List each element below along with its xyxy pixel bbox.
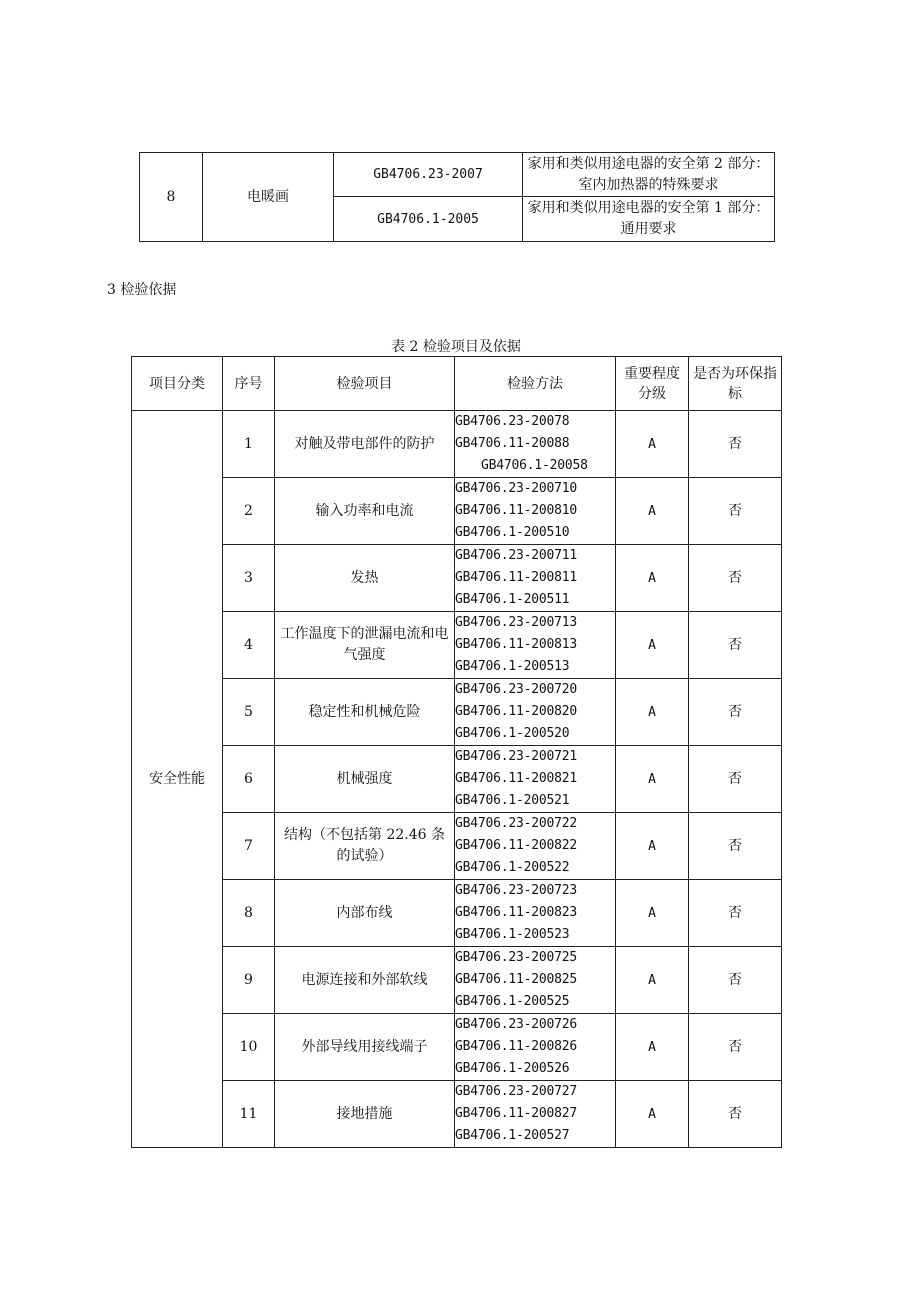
importance-grade: A — [616, 947, 689, 1014]
method-cell — [455, 612, 616, 679]
row-number: 9 — [223, 947, 275, 1014]
importance-grade: A — [616, 1014, 689, 1081]
method-standard: GB4706.1-200525 — [455, 994, 570, 1009]
method-standard: GB4706.1-20058 — [481, 458, 588, 473]
method-standard: GB4706.1-200520 — [455, 726, 570, 741]
method-standard: GB4706.11-200825 — [455, 972, 578, 987]
inspection-item: 对触及带电部件的防护 — [275, 411, 455, 478]
importance-grade: A — [616, 813, 689, 880]
method-cell — [455, 813, 616, 880]
row-number: 10 — [223, 1014, 275, 1081]
importance-grade: A — [616, 411, 689, 478]
inspection-item: 稳定性和机械危险 — [275, 679, 455, 746]
header-env: 是否为环保指标 — [689, 357, 782, 411]
standard-title: 家用和类似用途电器的安全第 2 部分：室内加热器的特殊要求 — [523, 153, 775, 197]
table-row — [140, 153, 775, 197]
table-row — [132, 746, 782, 813]
method-standard: GB4706.23-20078 — [455, 414, 570, 429]
method-standard: GB4706.1-200523 — [455, 927, 570, 942]
importance-grade: A — [616, 679, 689, 746]
method-standard: GB4706.1-200510 — [455, 525, 570, 540]
method-cell — [455, 746, 616, 813]
env-indicator: 否 — [689, 947, 782, 1014]
method-cell — [455, 478, 616, 545]
env-indicator: 否 — [689, 545, 782, 612]
table-row — [132, 947, 782, 1014]
row-number: 11 — [223, 1081, 275, 1148]
row-number: 7 — [223, 813, 275, 880]
importance-grade: A — [616, 612, 689, 679]
table-caption: 表 2 检验项目及依据 — [391, 339, 521, 355]
env-indicator: 否 — [689, 880, 782, 947]
method-cell — [455, 411, 616, 478]
row-number: 6 — [223, 746, 275, 813]
method-standard: GB4706.23-200721 — [455, 749, 578, 764]
method-standard: GB4706.1-200513 — [455, 659, 570, 674]
table-header-row — [132, 357, 782, 411]
importance-grade: A — [616, 880, 689, 947]
method-standard: GB4706.23-200720 — [455, 682, 578, 697]
method-standard: GB4706.11-200827 — [455, 1106, 578, 1121]
method-standard: GB4706.11-20088 — [455, 436, 570, 451]
table-row — [132, 813, 782, 880]
method-standard: GB4706.23-200711 — [455, 548, 578, 563]
standard-code: GB4706.1-2005 — [334, 197, 523, 242]
standards-table-continued — [139, 152, 775, 242]
method-standard: GB4706.23-200722 — [455, 816, 578, 831]
standard-code: GB4706.23-2007 — [334, 153, 523, 197]
inspection-item: 机械强度 — [275, 746, 455, 813]
method-cell — [455, 1081, 616, 1148]
importance-grade: A — [616, 1081, 689, 1148]
section-heading: 3 检验依据 — [107, 282, 177, 298]
method-cell — [455, 1014, 616, 1081]
table-row — [132, 478, 782, 545]
row-number: 5 — [223, 679, 275, 746]
method-standard: GB4706.11-200820 — [455, 704, 578, 719]
table-row — [132, 411, 782, 478]
env-indicator: 否 — [689, 1014, 782, 1081]
method-standard: GB4706.23-200713 — [455, 615, 578, 630]
product-name: 电暖画 — [203, 153, 334, 242]
method-standard: GB4706.23-200727 — [455, 1084, 578, 1099]
method-standard: GB4706.11-200813 — [455, 637, 578, 652]
method-standard: GB4706.23-200723 — [455, 883, 578, 898]
method-standard: GB4706.23-200726 — [455, 1017, 578, 1032]
inspection-item: 内部布线 — [275, 880, 455, 947]
table-row — [132, 1014, 782, 1081]
env-indicator: 否 — [689, 478, 782, 545]
method-standard: GB4706.23-200710 — [455, 481, 578, 496]
inspection-item: 发热 — [275, 545, 455, 612]
header-item: 检验项目 — [275, 357, 455, 411]
method-standard: GB4706.23-200725 — [455, 950, 578, 965]
inspection-item: 外部导线用接线端子 — [275, 1014, 455, 1081]
env-indicator: 否 — [689, 813, 782, 880]
row-number: 2 — [223, 478, 275, 545]
header-number: 序号 — [223, 357, 275, 411]
inspection-item: 输入功率和电流 — [275, 478, 455, 545]
importance-grade: A — [616, 478, 689, 545]
header-importance: 重要程度分级 — [616, 357, 689, 411]
method-cell — [455, 880, 616, 947]
table-row — [132, 545, 782, 612]
inspection-item: 电源连接和外部软线 — [275, 947, 455, 1014]
inspection-item: 结构（不包括第 22.46 条的试验） — [275, 813, 455, 880]
method-standard: GB4706.11-200821 — [455, 771, 578, 786]
header-method: 检验方法 — [455, 357, 616, 411]
method-standard: GB4706.1-200526 — [455, 1061, 570, 1076]
importance-grade: A — [616, 746, 689, 813]
method-standard: GB4706.11-200826 — [455, 1039, 578, 1054]
row-number: 1 — [223, 411, 275, 478]
method-standard: GB4706.1-200511 — [455, 592, 570, 607]
env-indicator: 否 — [689, 612, 782, 679]
env-indicator: 否 — [689, 1081, 782, 1148]
category-cell: 安全性能 — [132, 411, 223, 1148]
inspection-item: 工作温度下的泄漏电流和电气强度 — [275, 612, 455, 679]
env-indicator: 否 — [689, 411, 782, 478]
row-number: 8 — [140, 153, 203, 242]
importance-grade: A — [616, 545, 689, 612]
table-row — [132, 612, 782, 679]
table-row — [132, 679, 782, 746]
env-indicator: 否 — [689, 746, 782, 813]
inspection-items-table — [131, 356, 782, 1148]
env-indicator: 否 — [689, 679, 782, 746]
method-cell — [455, 545, 616, 612]
inspection-item: 接地措施 — [275, 1081, 455, 1148]
row-number: 8 — [223, 880, 275, 947]
table-row — [132, 1081, 782, 1148]
method-standard: GB4706.11-200823 — [455, 905, 578, 920]
method-cell — [455, 947, 616, 1014]
method-standard: GB4706.11-200822 — [455, 838, 578, 853]
standard-title: 家用和类似用途电器的安全第 1 部分：通用要求 — [523, 197, 775, 242]
row-number: 4 — [223, 612, 275, 679]
method-cell — [455, 679, 616, 746]
method-standard: GB4706.1-200527 — [455, 1128, 570, 1143]
method-standard: GB4706.1-200521 — [455, 793, 570, 808]
method-standard: GB4706.1-200522 — [455, 860, 570, 875]
method-standard: GB4706.11-200810 — [455, 503, 578, 518]
row-number: 3 — [223, 545, 275, 612]
header-category: 项目分类 — [132, 357, 223, 411]
method-standard: GB4706.11-200811 — [455, 570, 578, 585]
table-row — [132, 880, 782, 947]
